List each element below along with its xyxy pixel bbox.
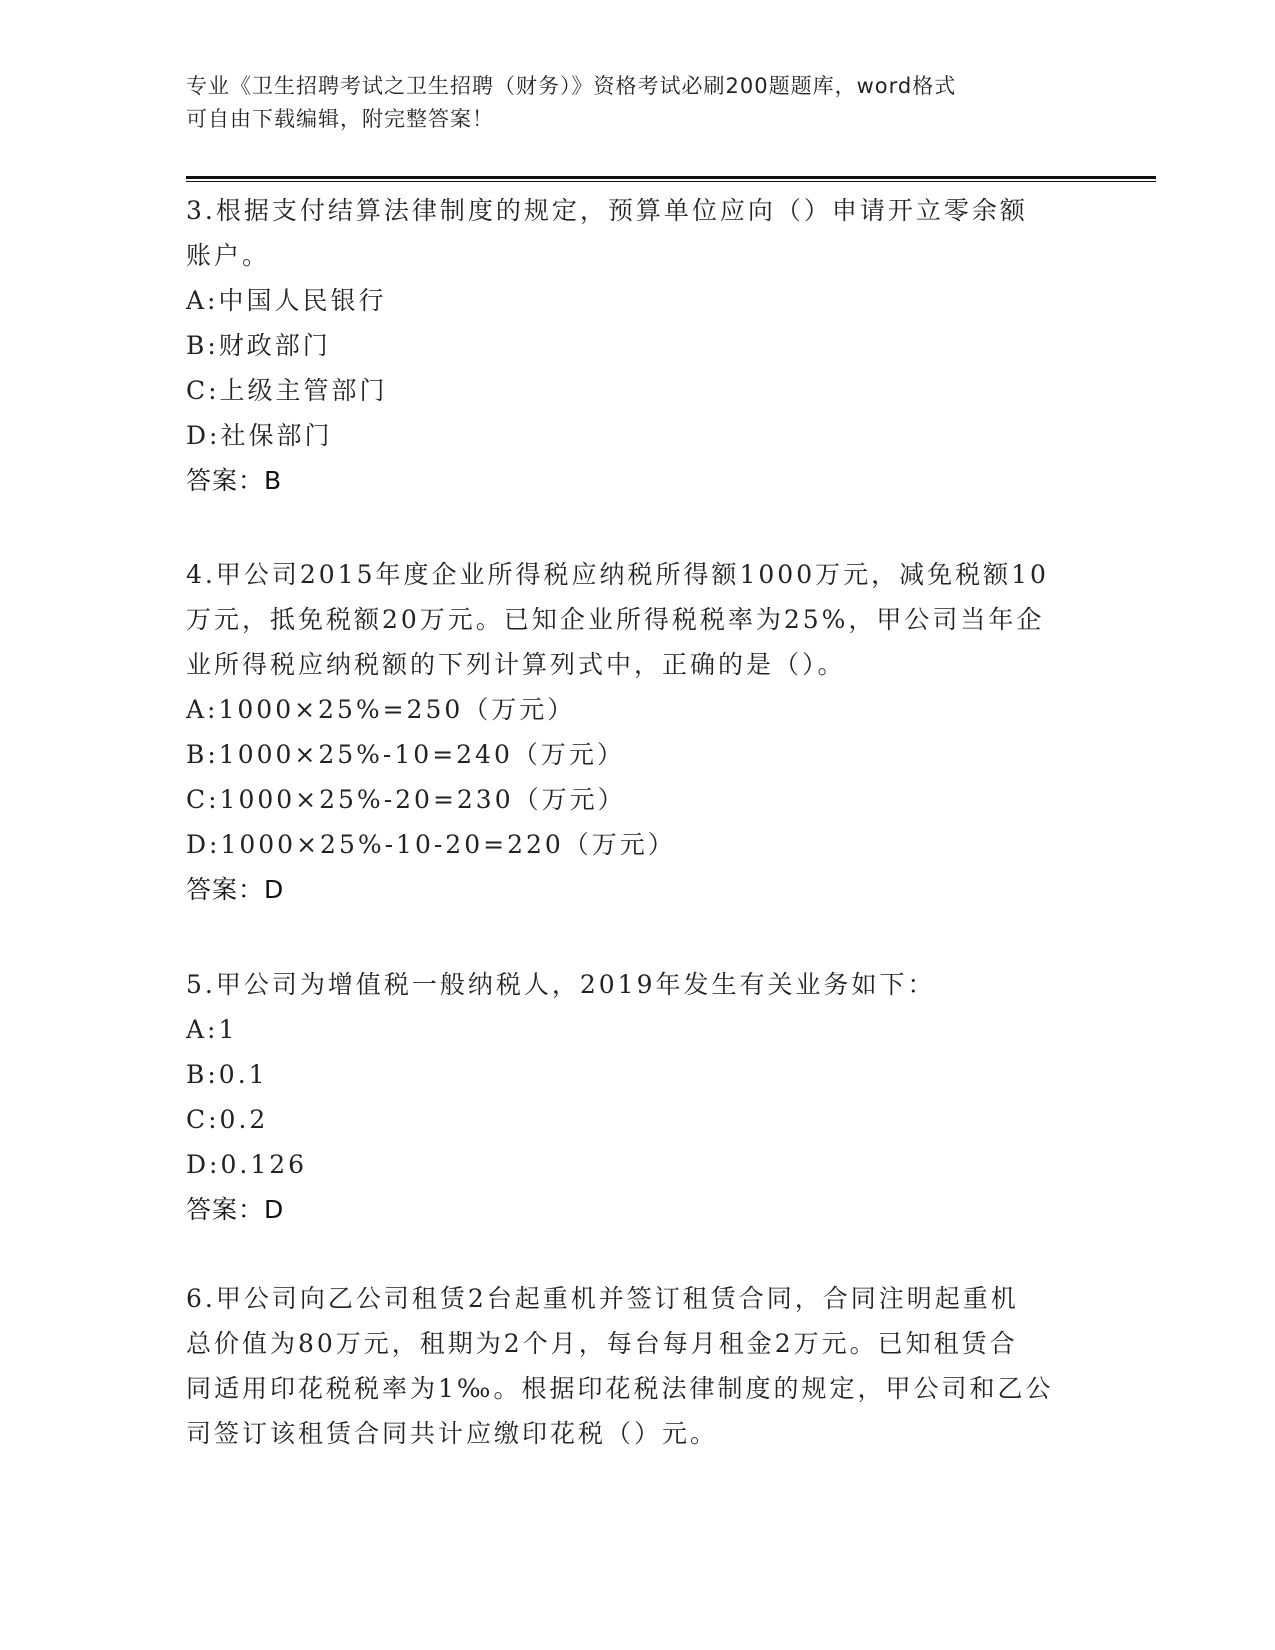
question-stem-line: 账户。	[186, 241, 271, 270]
question-stem-line: 总价值为80万元，租期为2个月，每台每月租金2万元。已知租赁合	[186, 1329, 1018, 1358]
option-c: C:上级主管部门	[186, 376, 388, 405]
option-c: C:0.2	[186, 1105, 269, 1134]
option-c: C:1000×25%-20=230（万元）	[186, 785, 626, 814]
question-3	[186, 188, 1086, 503]
question-stem-line: 5.甲公司为增值税一般纳税人，2019年发生有关业务如下：	[186, 970, 936, 999]
header-line-2: 可自由下载编辑，附完整答案！	[186, 107, 494, 131]
option-a: A:1000×25%=250（万元）	[186, 695, 576, 724]
header-divider	[186, 176, 1156, 182]
question-stem-line: 司签订该租赁合同共计应缴印花税（）元。	[186, 1419, 719, 1448]
question-stem-line: 万元，抵免税额20万元。已知企业所得税税率为25%，甲公司当年企	[186, 605, 1045, 634]
option-d: D:社保部门	[186, 421, 333, 450]
question-6	[186, 1276, 1086, 1456]
document-header	[186, 70, 1086, 136]
option-b: B:0.1	[186, 1060, 268, 1089]
option-a: A:中国人民银行	[186, 286, 387, 315]
option-d: D:0.126	[186, 1150, 308, 1179]
header-line-1: 专业《卫生招聘考试之卫生招聘（财务）》资格考试必刷200题题库，word格式	[186, 74, 957, 98]
question-stem-line: 6.甲公司向乙公司租赁2台起重机并签订租赁合同，合同注明起重机	[186, 1284, 1019, 1313]
option-a: A:1	[186, 1015, 238, 1044]
option-b: B:1000×25%-10=240（万元）	[186, 740, 625, 769]
option-d: D:1000×25%-10-20=220（万元）	[186, 830, 676, 859]
option-b: B:财政部门	[186, 331, 331, 360]
question-stem-line: 同适用印花税税率为1‰。根据印花税法律制度的规定，甲公司和乙公	[186, 1374, 1054, 1403]
answer: 答案：D	[186, 875, 285, 904]
question-4	[186, 552, 1086, 912]
question-stem-line: 业所得税应纳税额的下列计算列式中，正确的是（）。	[186, 650, 846, 679]
question-5	[186, 962, 1086, 1232]
answer: 答案：B	[186, 466, 283, 495]
question-stem-line: 3.根据支付结算法律制度的规定，预算单位应向（）申请开立零余额	[186, 196, 1028, 225]
answer: 答案：D	[186, 1195, 285, 1224]
question-stem-line: 4.甲公司2015年度企业所得税应纳税所得额1000万元，减免税额10	[186, 560, 1049, 589]
